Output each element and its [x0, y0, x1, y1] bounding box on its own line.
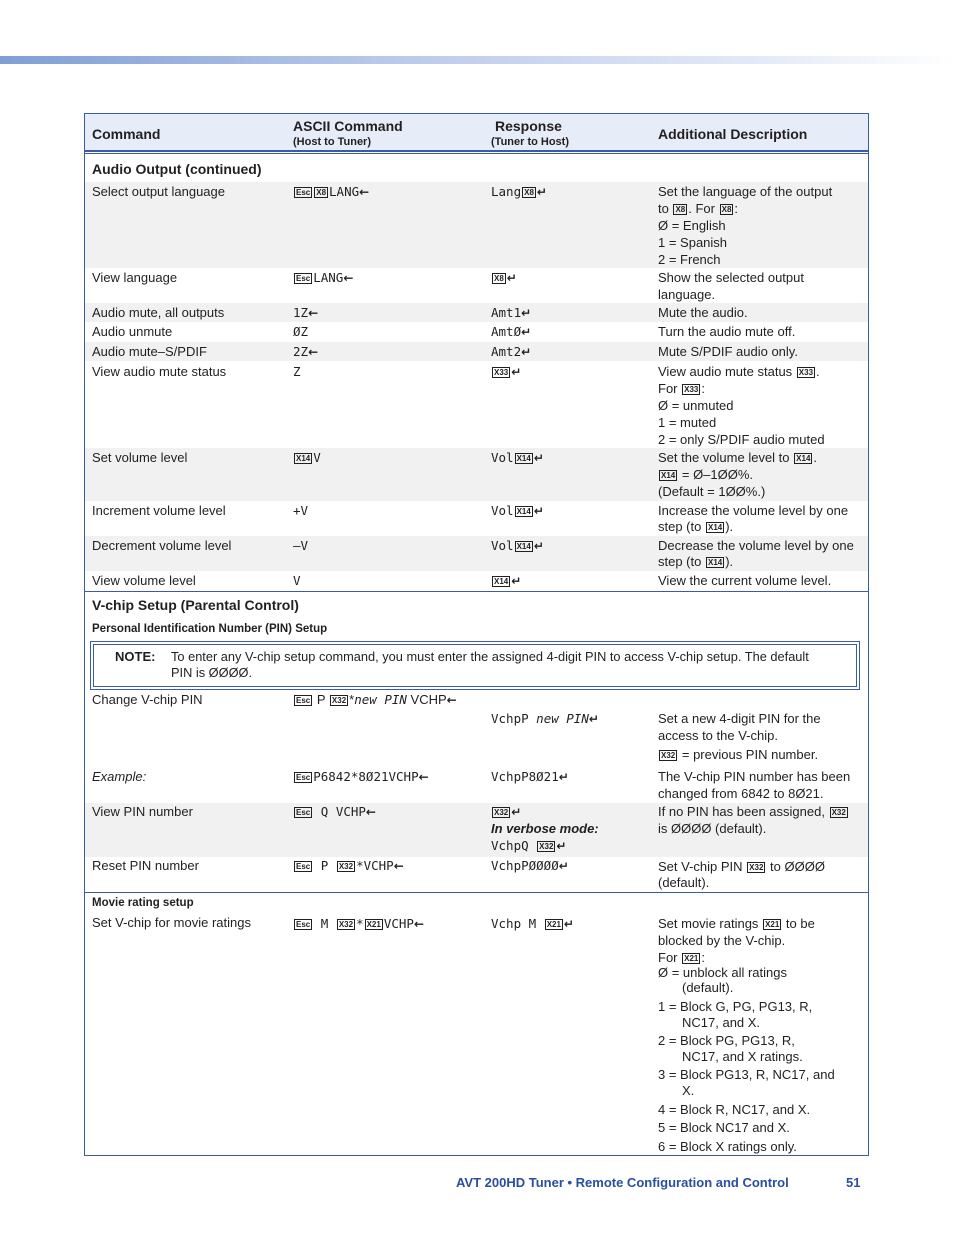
command-table	[84, 113, 869, 1156]
description: 1 = Spanish	[658, 235, 728, 250]
description: If no PIN has been assigned, X32	[658, 804, 846, 819]
return-arrow-icon: ↵	[556, 839, 567, 853]
description: Ø = English	[658, 218, 726, 233]
variable-x32-icon: X32	[338, 920, 354, 929]
description: X32 = previous PIN number.	[661, 747, 819, 762]
col-response-header: Response	[495, 118, 562, 134]
variable-x21-icon: X21	[684, 954, 699, 963]
description: to X8 . For X8 :	[658, 201, 739, 216]
rating-option: (default).	[682, 980, 734, 995]
enter-arrow-icon: ←	[365, 805, 376, 819]
description: Mute S/PDIF audio only.	[658, 344, 798, 359]
ascii-command: Esc Q VCHP←	[296, 804, 376, 819]
description: (Default = 1ØØ%.)	[658, 484, 766, 499]
response: VchpPØØØØ↵	[491, 858, 569, 873]
ascii-command: Z	[293, 364, 301, 379]
page-number: 51	[846, 1175, 861, 1190]
command-label: View volume level	[92, 573, 196, 588]
description: Decrease the volume level by one	[658, 538, 854, 553]
description: Set a new 4-digit PIN for the	[658, 711, 821, 726]
esc-key-icon: Esc	[296, 862, 311, 871]
command-label: Increment volume level	[92, 503, 226, 518]
description: X14 = Ø–1ØØ%.	[661, 467, 754, 482]
variable-x32-icon: X32	[749, 863, 764, 872]
response: Lang X8 ↵	[491, 184, 547, 199]
description: Set movie ratings X21 to be	[658, 916, 815, 931]
variable-x14-icon: X14	[516, 542, 531, 551]
variable-x14-icon: X14	[516, 454, 531, 463]
description: For X33 :	[658, 381, 705, 396]
rating-option: NC17, and X.	[682, 1015, 761, 1030]
subsection-title-pin: Personal Identification Number (PIN) Setup	[92, 623, 328, 635]
esc-key-icon: Esc	[296, 274, 311, 283]
description: (default).	[658, 875, 710, 890]
response: VchpQ X32 ↵	[491, 838, 567, 853]
command-label: Audio unmute	[92, 324, 173, 339]
variable-x33-icon: X33	[798, 368, 814, 377]
return-arrow-icon: ↵	[511, 574, 522, 588]
variable-x32-icon: X32	[338, 862, 354, 871]
ascii-command: Esc P X32 *new PIN VCHP←	[296, 692, 457, 707]
col-command-header: Command	[92, 126, 161, 142]
variable-x32-icon: X32	[539, 842, 554, 851]
variable-x14-icon: X14	[661, 471, 676, 480]
description: Increase the volume level by one	[658, 503, 849, 518]
enter-arrow-icon: ←	[393, 859, 404, 873]
variable-x14-icon: X14	[516, 507, 531, 516]
ascii-command: 1Z←	[293, 305, 319, 320]
description: Turn the audio mute off.	[658, 324, 796, 339]
variable-x32-icon: X32	[494, 808, 509, 817]
variable-x14-icon: X14	[707, 558, 723, 567]
ascii-command: +V	[293, 503, 309, 518]
description: The V-chip PIN number has been	[658, 769, 851, 784]
enter-arrow-icon: ←	[446, 693, 457, 707]
col-description-header: Additional Description	[658, 126, 808, 142]
ascii-command: Esc P6842*8Ø21VCHP←	[296, 769, 429, 784]
description: Set V-chip PIN X32 to ØØØØ	[658, 859, 825, 874]
variable-x8-icon: X8	[675, 205, 686, 214]
return-arrow-icon: ↵	[521, 306, 532, 320]
rating-option: 6 = Block X ratings only.	[658, 1139, 797, 1154]
col-ascii-header: ASCII Command	[293, 118, 403, 134]
rating-option: Ø = unblock all ratings	[658, 965, 787, 980]
command-label: Set volume level	[92, 450, 188, 465]
command-label: Audio mute–S/PDIF	[92, 344, 207, 359]
variable-x14-icon: X14	[796, 454, 811, 463]
description: Mute the audio.	[658, 305, 748, 320]
variable-x21-icon: X21	[765, 920, 780, 929]
command-label: Reset PIN number	[92, 858, 199, 873]
return-arrow-icon: ↵	[511, 365, 522, 379]
response: Vchp M X21 ↵	[491, 916, 574, 931]
response	[491, 270, 517, 286]
ascii-command: Esc LANG←	[296, 270, 354, 285]
variable-x14-icon: X14	[494, 577, 509, 586]
return-arrow-icon: ↵	[511, 805, 522, 819]
variable-x32-icon: X32	[331, 696, 347, 705]
response: Vol X14 ↵	[491, 503, 544, 518]
enter-arrow-icon: ←	[308, 306, 319, 320]
esc-key-icon: Esc	[296, 696, 311, 705]
rating-option: NC17, and X ratings.	[682, 1049, 803, 1064]
description: Show the selected output	[658, 270, 804, 285]
variable-x8-icon: X8	[316, 188, 327, 197]
return-arrow-icon: ↵	[558, 859, 569, 873]
ascii-command: Esc X8 LANG←	[296, 184, 370, 199]
return-arrow-icon: ↵	[533, 539, 544, 553]
ascii-command: V	[293, 573, 301, 588]
return-arrow-icon: ↵	[533, 451, 544, 465]
rating-option: 4 = Block R, NC17, and X.	[658, 1102, 811, 1117]
enter-arrow-icon: ←	[418, 770, 429, 784]
command-label: Select output language	[92, 184, 225, 199]
variable-x33-icon: X33	[494, 368, 509, 377]
variable-x8-icon: X8	[721, 205, 732, 214]
variable-x32-icon: X32	[831, 808, 846, 817]
note-text: PIN is ØØØØ.	[171, 665, 253, 680]
variable-x8-icon: X8	[524, 188, 534, 197]
command-label: Example:	[92, 769, 147, 784]
description: changed from 6842 to 8Ø21.	[658, 786, 824, 801]
esc-key-icon: Esc	[296, 188, 311, 197]
description: step (to X14 ).	[658, 554, 734, 569]
variable-x33-icon: X33	[684, 385, 699, 394]
enter-arrow-icon: ←	[359, 185, 370, 199]
ascii-command: Esc M X32 * X21 VCHP←	[296, 916, 424, 931]
footer-title: AVT 200HD Tuner • Remote Configuration and Control	[456, 1175, 789, 1190]
response: AmtØ↵	[491, 324, 532, 339]
return-arrow-icon: ↵	[536, 185, 547, 199]
command-label: Change V-chip PIN	[92, 692, 203, 707]
command-label: Set V-chip for movie ratings	[92, 915, 251, 930]
description: 2 = only S/PDIF audio muted	[658, 432, 825, 447]
top-gradient-bar	[0, 56, 954, 64]
ascii-command: Esc P X32 *VCHP←	[296, 858, 404, 873]
esc-key-icon: Esc	[296, 808, 311, 817]
ascii-command: 2Z←	[293, 344, 319, 359]
return-arrow-icon: ↵	[588, 712, 599, 726]
return-arrow-icon: ↵	[563, 917, 574, 931]
return-arrow-icon: ↵	[558, 770, 569, 784]
description: step (to X14 ).	[658, 519, 734, 534]
variable-x14-icon: X14	[707, 523, 723, 532]
description: Ø = unmuted	[658, 398, 734, 413]
variable-x8-icon: X8	[494, 274, 504, 283]
command-label: View language	[92, 270, 178, 285]
col-ascii-subheader: (Host to Tuner)	[293, 136, 372, 148]
description: Set the language of the output	[658, 184, 833, 199]
response: Vol X14 ↵	[491, 450, 544, 465]
note-label: NOTE:	[115, 649, 156, 664]
description: View audio mute status X33 .	[658, 364, 820, 379]
description: For X21 :	[658, 950, 705, 965]
response	[491, 804, 521, 820]
ascii-command: X14 V	[296, 450, 321, 465]
ascii-command: ØZ	[293, 324, 309, 339]
response	[491, 573, 521, 589]
esc-key-icon: Esc	[296, 773, 311, 782]
ascii-command: –V	[293, 538, 309, 553]
description: blocked by the V-chip.	[658, 933, 786, 948]
description: access to the V-chip.	[658, 728, 778, 743]
response: VchpP8Ø21↵	[491, 769, 569, 784]
section-title-audio: Audio Output (continued)	[92, 161, 262, 177]
description: Set the volume level to X14 .	[658, 450, 818, 465]
enter-arrow-icon: ←	[343, 271, 354, 285]
variable-x32-icon: X32	[661, 751, 676, 760]
variable-x21-icon: X21	[366, 920, 381, 929]
command-label: View PIN number	[92, 804, 193, 819]
description: View the current volume level.	[658, 573, 832, 588]
enter-arrow-icon: ←	[308, 345, 319, 359]
description: language.	[658, 287, 716, 302]
col-response-subheader: (Tuner to Host)	[491, 136, 570, 148]
note-text: To enter any V-chip setup command, you must enter the assigned 4-digit PIN to access V-chip setup. The default	[171, 649, 809, 664]
rating-option: X.	[682, 1083, 695, 1098]
esc-key-icon: Esc	[296, 920, 311, 929]
response: Amt2↵	[491, 344, 532, 359]
response	[491, 364, 521, 380]
rating-option: 1 = Block G, PG, PG13, R,	[658, 999, 813, 1014]
description: 1 = muted	[658, 415, 717, 430]
response: Amt1↵	[491, 305, 532, 320]
verbose-mode-label: In verbose mode:	[491, 821, 599, 836]
note-box	[93, 644, 857, 687]
subsection-title-movie: Movie rating setup	[92, 897, 194, 909]
description: is ØØØØ (default).	[658, 821, 767, 836]
return-arrow-icon: ↵	[506, 271, 517, 285]
description: 2 = French	[658, 252, 721, 267]
variable-x14-icon: X14	[296, 454, 311, 463]
variable-x21-icon: X21	[546, 920, 561, 929]
response: VchpP new PIN↵	[491, 711, 599, 726]
return-arrow-icon: ↵	[533, 504, 544, 518]
enter-arrow-icon: ←	[413, 917, 424, 931]
command-label: Decrement volume level	[92, 538, 232, 553]
rating-option: 3 = Block PG13, R, NC17, and	[658, 1067, 835, 1082]
rating-option: 5 = Block NC17 and X.	[658, 1120, 790, 1135]
rating-option: 2 = Block PG, PG13, R,	[658, 1033, 795, 1048]
return-arrow-icon: ↵	[521, 325, 532, 339]
response: Vol X14 ↵	[491, 538, 544, 553]
command-label: Audio mute, all outputs	[92, 305, 225, 320]
section-title-vchip: V-chip Setup (Parental Control)	[92, 597, 299, 613]
return-arrow-icon: ↵	[521, 345, 532, 359]
command-label: View audio mute status	[92, 364, 227, 379]
